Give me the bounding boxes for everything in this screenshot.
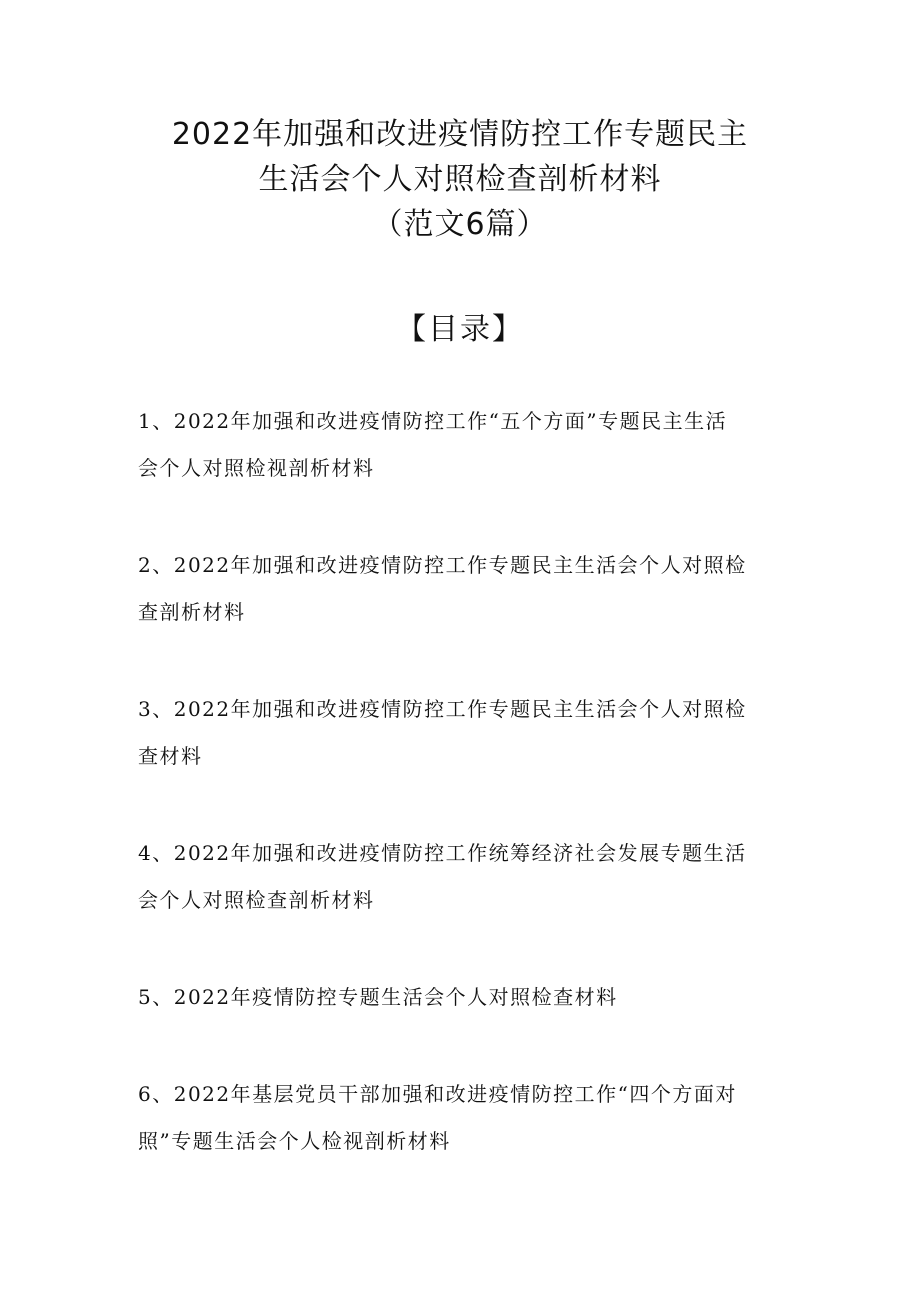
toc-heading: 【目录】 — [396, 312, 524, 347]
table-of-contents — [138, 398, 788, 1215]
toc-item-4-line-1: 4、2022年加强和改进疫情防控工作统筹经济社会发展专题生活 — [138, 841, 747, 865]
title-line-1: 2022年加强和改进疫情防控工作专题民主 — [171, 117, 749, 152]
toc-item-4-line-2: 会个人对照检查剖析材料 — [138, 888, 375, 912]
toc-item-5 — [138, 974, 788, 1021]
title-line-2: 生活会个人对照检查剖析材料 — [258, 162, 662, 197]
document-title — [120, 112, 800, 247]
toc-item-6 — [138, 1071, 788, 1165]
toc-item-1-line-2: 会个人对照检视剖析材料 — [138, 456, 375, 480]
toc-item-2 — [138, 542, 788, 636]
toc-item-4 — [138, 830, 788, 924]
toc-item-2-line-1: 2、2022年加强和改进疫情防控工作专题民主生活会个人对照检 — [138, 553, 747, 577]
toc-item-3-line-2: 查材料 — [138, 744, 203, 768]
toc-item-1-line-1: 1、2022年加强和改进疫情防控工作“五个方面”专题民主生活 — [138, 409, 728, 433]
toc-item-6-line-1: 6、2022年基层党员干部加强和改进疫情防控工作“四个方面对 — [138, 1082, 737, 1106]
toc-item-3-line-1: 3、2022年加强和改进疫情防控工作专题民主生活会个人对照检 — [138, 697, 747, 721]
toc-item-2-line-2: 查剖析材料 — [138, 600, 246, 624]
toc-item-1 — [138, 398, 788, 492]
title-line-3: （范文6篇） — [372, 207, 548, 242]
toc-item-6-line-2: 照”专题生活会个人检视剖析材料 — [138, 1129, 451, 1153]
toc-item-5-line-1: 5、2022年疫情防控专题生活会个人对照检查材料 — [138, 985, 618, 1009]
toc-item-3 — [138, 686, 788, 780]
